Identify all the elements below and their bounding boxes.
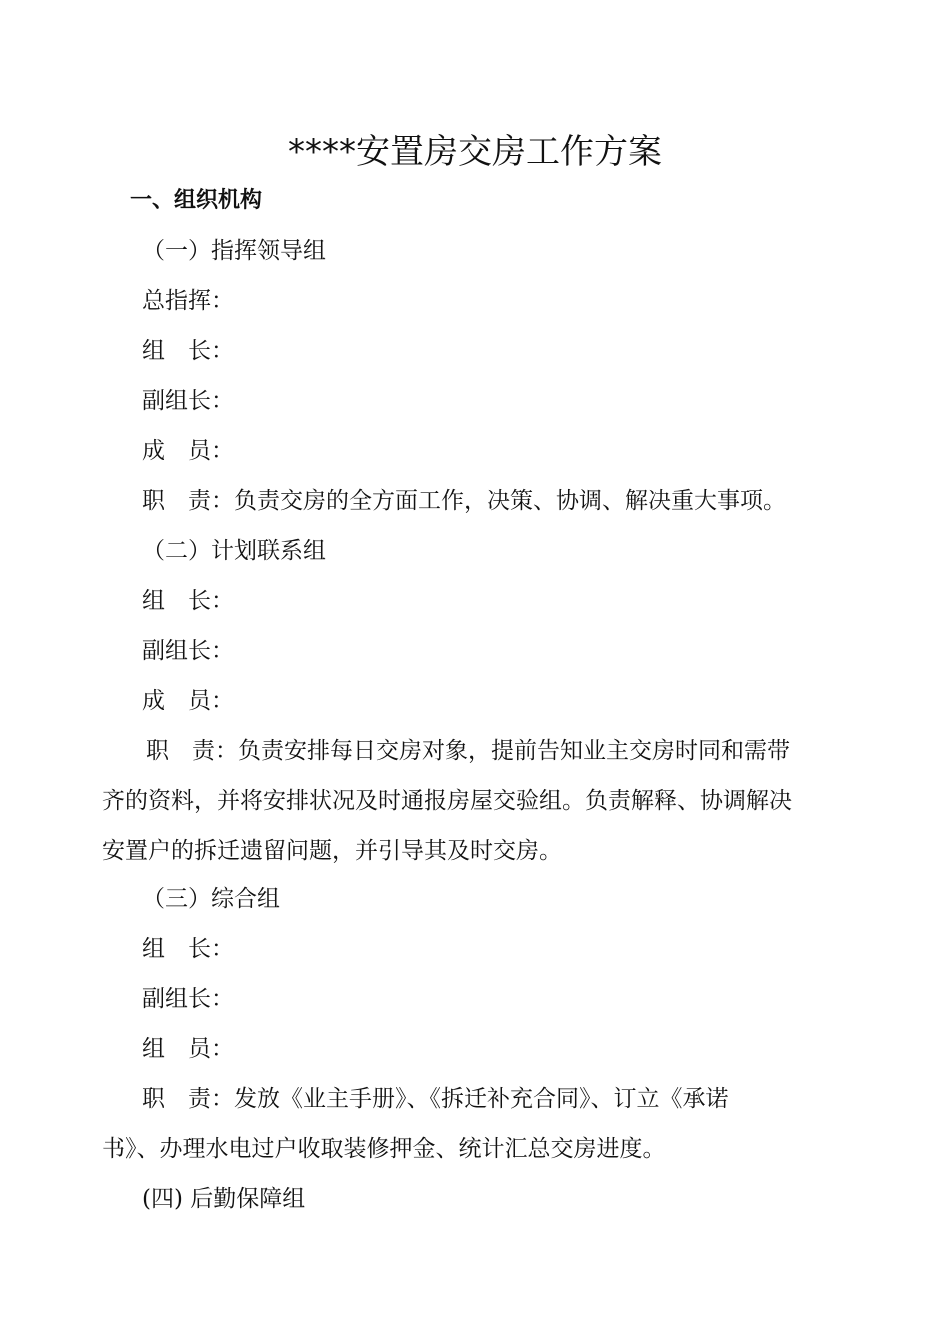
- group3-members: 组 员：: [142, 1036, 234, 1062]
- group2-duty-line3: 安置户的拆迁遗留问题，并引导其及时交房。: [102, 838, 562, 864]
- group2-vice-leader: 副组长：: [142, 638, 234, 664]
- group1-leader: 组 长：: [142, 338, 234, 364]
- group3-vice-leader: 副组长：: [142, 986, 234, 1012]
- document-title: ****安置房交房工作方案: [288, 132, 662, 172]
- group3-leader: 组 长：: [142, 936, 234, 962]
- group3-heading: （三）综合组: [142, 886, 280, 912]
- group2-duty-line2: 齐的资料，并将安排状况及时通报房屋交验组。负责解释、协调解决: [102, 788, 792, 814]
- group3-duty-line1: 职 责：发放《业主手册》、《拆迁补充合同》、订立《承诺: [142, 1086, 729, 1112]
- group3-duty-line2: 书》、办理水电过户收取装修押金、统计汇总交房进度。: [102, 1136, 666, 1162]
- group2-heading: （二）计划联系组: [142, 538, 326, 564]
- section-heading-organization: 一、组织机构: [130, 188, 263, 213]
- group1-commander: 总指挥：: [142, 288, 234, 314]
- group4-heading: (四) 后勤保障组: [142, 1186, 306, 1212]
- group2-duty-line1: 职 责：负责安排每日交房对象，提前告知业主交房时同和需带: [146, 738, 790, 764]
- group1-duty: 职 责：负责交房的全方面工作，决策、协调、解决重大事项。: [142, 488, 786, 514]
- group2-leader: 组 长：: [142, 588, 234, 614]
- group1-members: 成 员：: [142, 438, 234, 464]
- group1-vice-leader: 副组长：: [142, 388, 234, 414]
- group2-members: 成 员：: [142, 688, 234, 714]
- group1-heading: （一）指挥领导组: [142, 238, 326, 264]
